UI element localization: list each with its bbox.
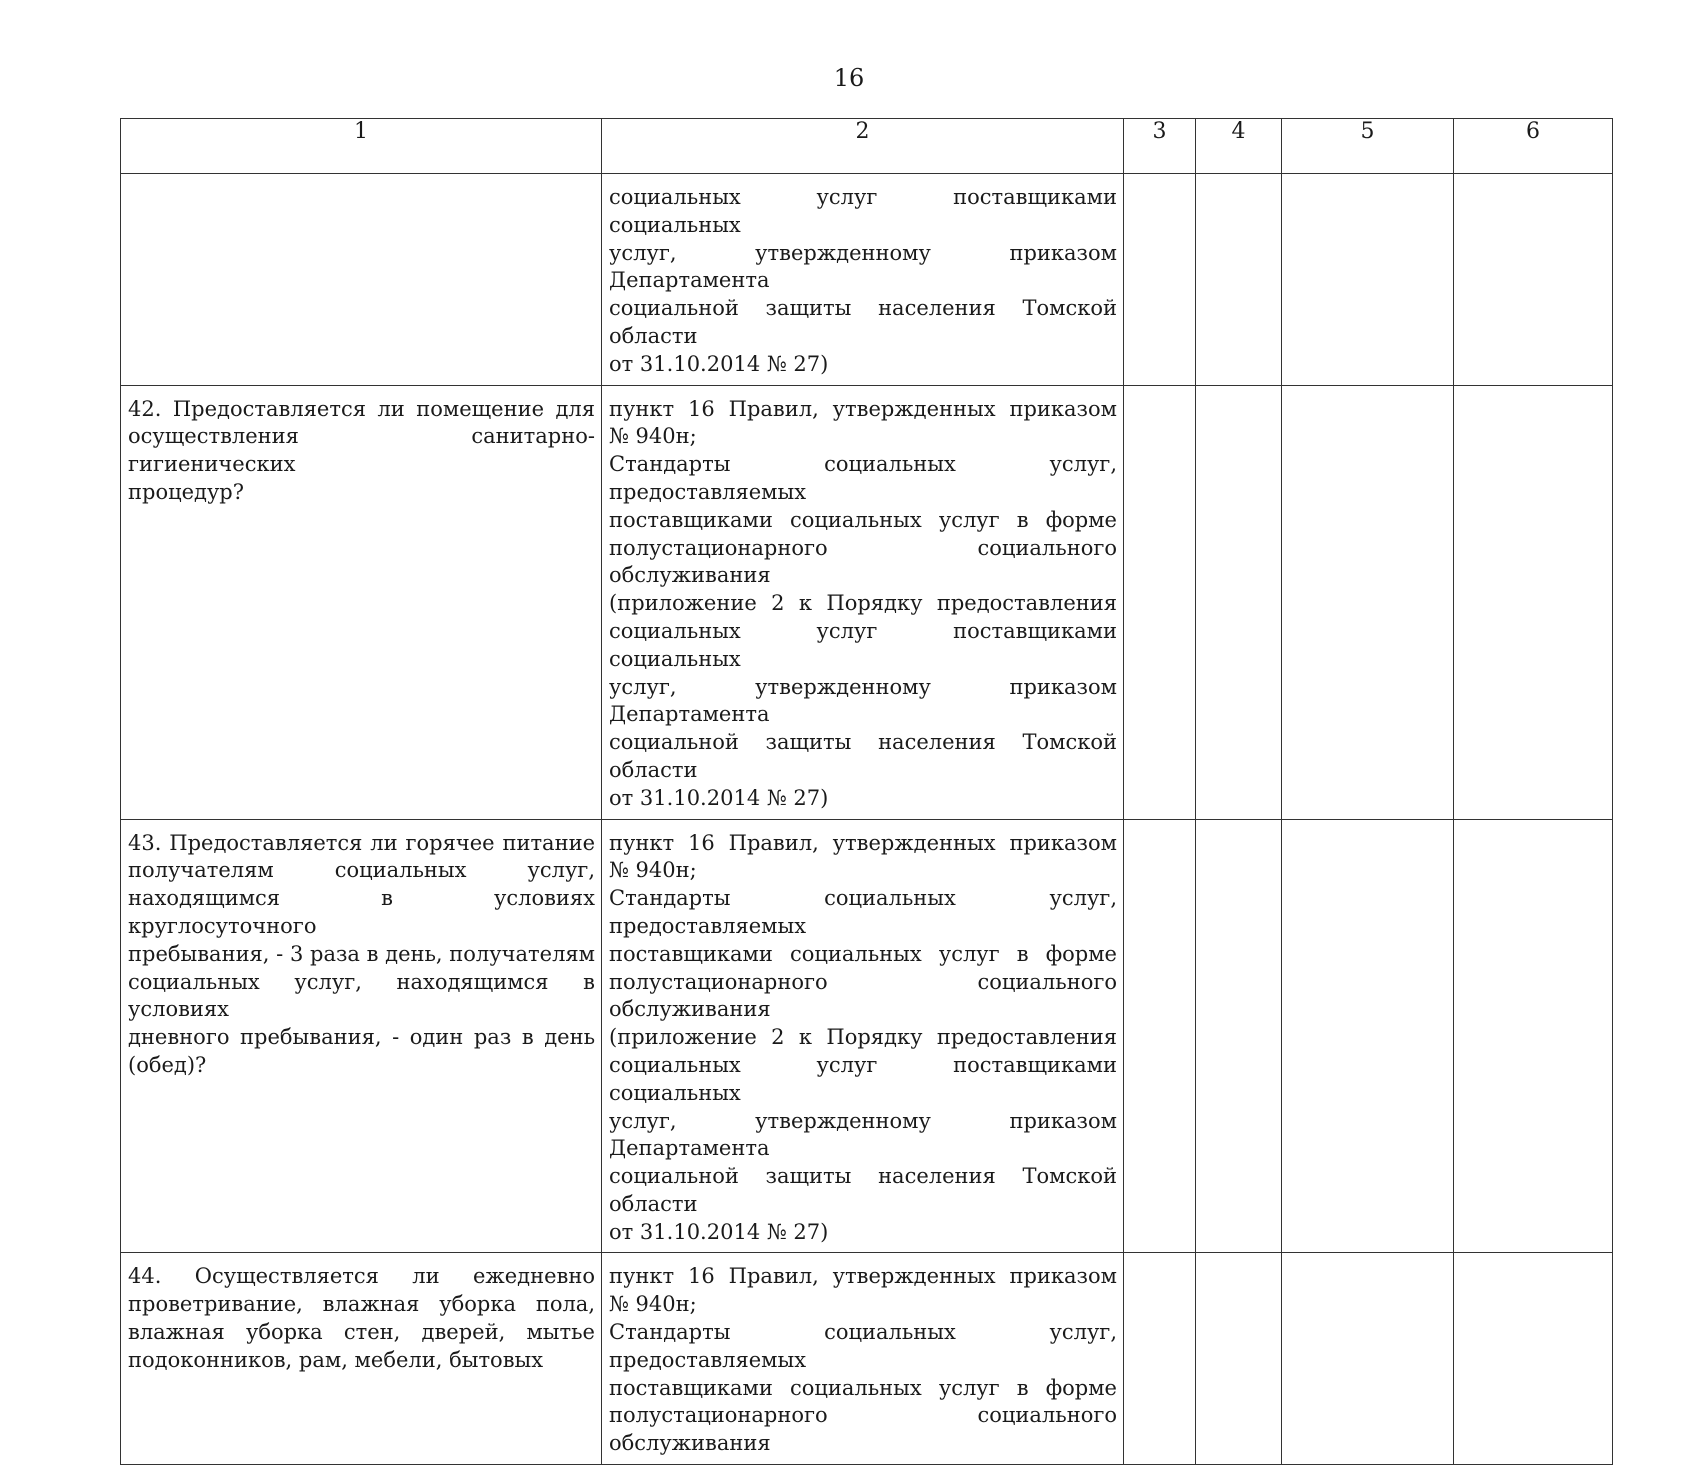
cell-line: получателям социальных услуг, xyxy=(128,858,595,883)
cell-line: поставщиками социальных услуг в форме xyxy=(609,1375,1117,1400)
cell-line: полустационарного социального обслуживания xyxy=(609,969,1117,1022)
cell-line: поставщиками социальных услуг в форме xyxy=(609,941,1117,966)
cell-line: пребывания, - 3 раза в день, получателям xyxy=(128,941,595,966)
empty-cell xyxy=(1282,385,1454,819)
cell-line: проветривание, влажная уборка пола, xyxy=(128,1292,595,1317)
cell-line: услуг, утвержденному приказом Департамента xyxy=(609,240,1117,293)
cell-line: влажная уборка стен, дверей, мытье xyxy=(128,1320,595,1345)
question-cell xyxy=(121,385,602,819)
cell-line: Стандарты социальных услуг, предоставляемых xyxy=(609,452,1117,504)
column-header-5: 5 xyxy=(1282,119,1454,174)
cell-line: социальных услуг, находящимся в условиях xyxy=(128,969,595,1022)
cell-line: дневного пребывания, - один раз в день xyxy=(128,1025,595,1050)
cell-line: полустационарного социального обслуживания xyxy=(609,535,1117,588)
cell-line: социальной защиты населения Томской области xyxy=(609,1164,1117,1216)
cell-line: полустационарного социального обслуживания xyxy=(609,1403,1117,1456)
empty-cell xyxy=(1454,174,1613,386)
cell-line: социальных услуг поставщиками социальных xyxy=(609,618,1117,671)
cell-line: (обед)? xyxy=(128,1052,207,1077)
column-header-6: 6 xyxy=(1454,119,1613,174)
empty-cell xyxy=(1124,385,1196,819)
question-cell xyxy=(121,174,602,386)
cell-line: № 940н; xyxy=(609,858,697,883)
reference-cell xyxy=(602,174,1124,386)
cell-line: 42. Предоставляется ли помещение для xyxy=(128,396,595,421)
cell-line: процедур? xyxy=(128,479,245,504)
page-number: 16 xyxy=(833,64,865,92)
cell-line: пункт 16 Правил, утвержденных приказом xyxy=(609,1264,1117,1289)
empty-cell xyxy=(1124,1253,1196,1465)
table-row xyxy=(121,174,1613,386)
cell-line: № 940н; xyxy=(609,1292,697,1317)
cell-line: социальных услуг поставщиками социальных xyxy=(609,185,1117,237)
cell-line: (приложение 2 к Порядку предоставления xyxy=(609,1025,1117,1050)
reference-cell xyxy=(602,385,1124,819)
empty-cell xyxy=(1454,385,1613,819)
table-row xyxy=(121,1253,1613,1465)
cell-line: социальной защиты населения Томской области xyxy=(609,296,1117,348)
column-header-4: 4 xyxy=(1196,119,1282,174)
cell-line: поставщиками социальных услуг в форме xyxy=(609,507,1117,532)
column-header-2: 2 xyxy=(602,119,1124,174)
empty-cell xyxy=(1282,174,1454,386)
empty-cell xyxy=(1454,1253,1613,1465)
cell-line: № 940н; xyxy=(609,424,697,449)
cell-line: 43. Предоставляется ли горячее питание xyxy=(128,830,595,855)
cell-line: пункт 16 Правил, утвержденных приказом xyxy=(609,396,1117,421)
cell-line: (приложение 2 к Порядку предоставления xyxy=(609,591,1117,616)
cell-line: осуществления санитарно-гигиенических xyxy=(128,424,595,477)
cell-line: социальной защиты населения Томской области xyxy=(609,730,1117,782)
table-row xyxy=(121,819,1613,1253)
question-cell xyxy=(121,819,602,1253)
empty-cell xyxy=(1196,1253,1282,1465)
empty-cell xyxy=(1196,174,1282,386)
question-cell xyxy=(121,1253,602,1465)
empty-cell xyxy=(1124,174,1196,386)
empty-cell xyxy=(1282,1253,1454,1465)
empty-cell xyxy=(1196,819,1282,1253)
empty-cell xyxy=(1454,819,1613,1253)
inspection-checklist-table xyxy=(120,118,1613,1465)
column-number-row xyxy=(121,119,1613,174)
cell-line: 44. Осуществляется ли ежедневно xyxy=(128,1264,595,1289)
cell-line: пункт 16 Правил, утвержденных приказом xyxy=(609,830,1117,855)
cell-line: социальных услуг поставщиками социальных xyxy=(609,1052,1117,1105)
cell-line: услуг, утвержденному приказом Департамента xyxy=(609,1108,1117,1161)
reference-cell xyxy=(602,819,1124,1253)
cell-line: Стандарты социальных услуг, предоставляемых xyxy=(609,886,1117,938)
column-header-1: 1 xyxy=(121,119,602,174)
reference-cell xyxy=(602,1253,1124,1465)
cell-line: Стандарты социальных услуг, предоставляемых xyxy=(609,1320,1117,1372)
cell-line: от 31.10.2014 № 27) xyxy=(609,351,829,376)
empty-cell xyxy=(1282,819,1454,1253)
cell-line: подоконников, рам, мебели, бытовых xyxy=(128,1347,544,1372)
cell-line: от 31.10.2014 № 27) xyxy=(609,785,829,810)
cell-line: от 31.10.2014 № 27) xyxy=(609,1219,829,1244)
empty-cell xyxy=(1196,385,1282,819)
cell-line: находящимся в условиях круглосуточного xyxy=(128,886,595,938)
empty-cell xyxy=(1124,819,1196,1253)
column-header-3: 3 xyxy=(1124,119,1196,174)
cell-line: услуг, утвержденному приказом Департамента xyxy=(609,674,1117,727)
table-row xyxy=(121,385,1613,819)
